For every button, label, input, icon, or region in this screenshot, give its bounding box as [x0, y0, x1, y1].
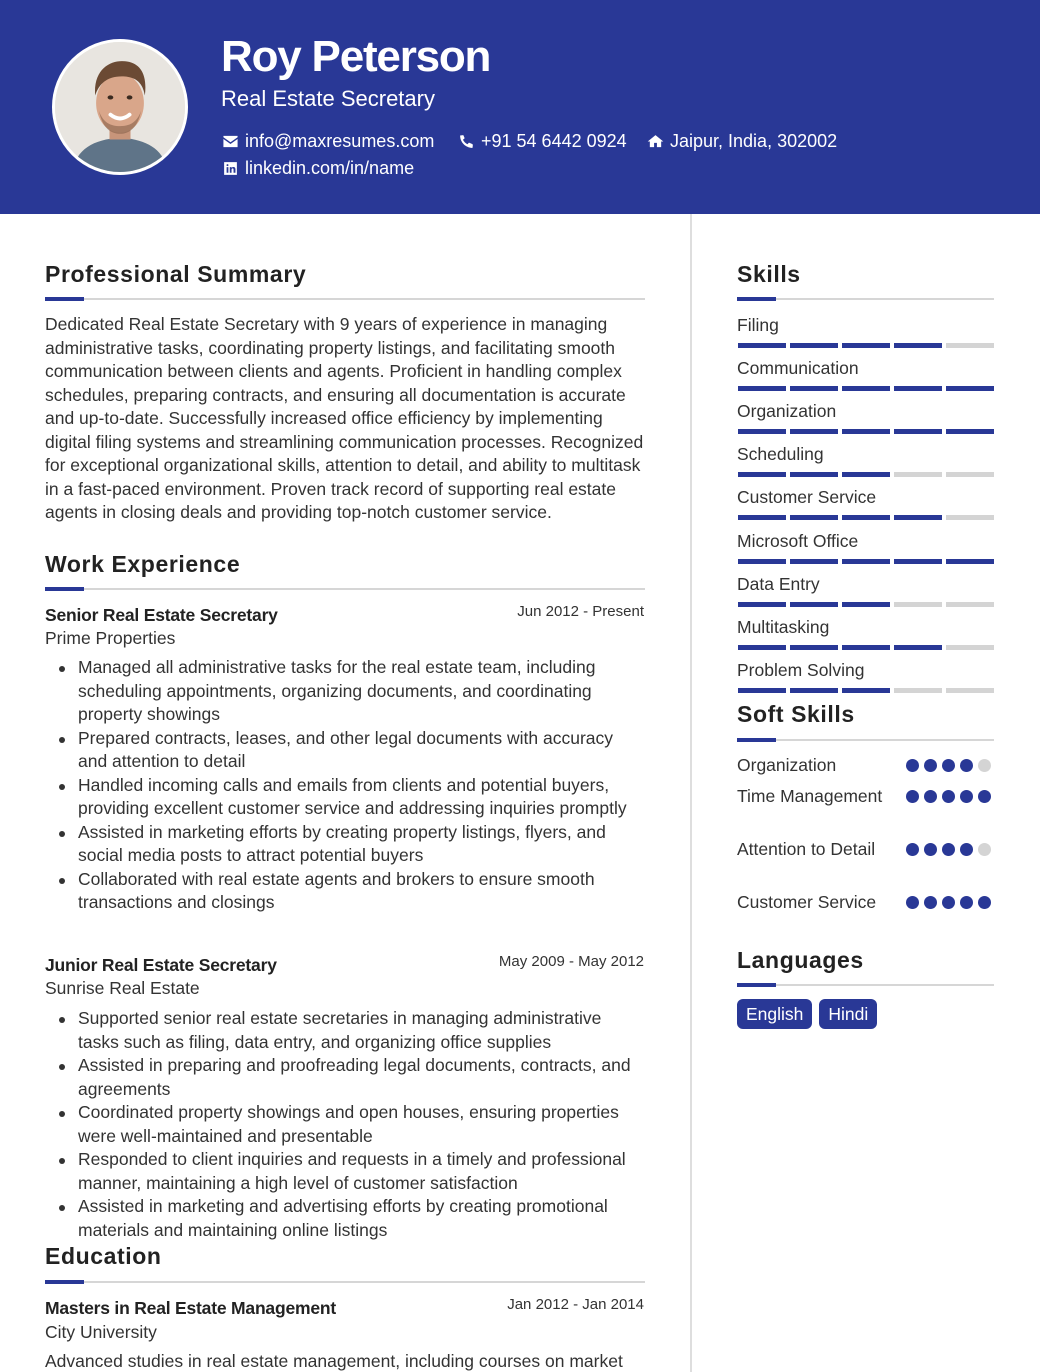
list-item: Collaborated with real estate agents and brokers to ensure smooth transactions and closings [45, 868, 645, 915]
skill-level-segment [946, 472, 994, 477]
skill-level-segment [894, 429, 942, 434]
email-text[interactable]: info@maxresumes.com [245, 131, 435, 151]
rating-dot [906, 843, 919, 856]
summary-rule [45, 298, 645, 300]
experience-rule [45, 588, 645, 590]
skill-level-segment [894, 559, 942, 564]
skill-level-segment [894, 472, 942, 477]
skill-level-segment [790, 645, 838, 650]
skill-level-segment [738, 472, 786, 477]
skills-heading: Skills [737, 261, 801, 287]
skill-name: Data Entry [737, 573, 820, 594]
skill-level-segment [790, 602, 838, 607]
list-item: Supported senior real estate secretaries in managing administrative tasks such as filing, data entry, and organizing office supplies [45, 1007, 645, 1054]
skill-level-segment [790, 386, 838, 391]
job-role: Senior Real Estate Secretary [45, 605, 278, 625]
soft-skill-rating [906, 790, 991, 803]
skill-level-segment [946, 645, 994, 650]
soft-skill-rating [906, 759, 991, 772]
skill-level-segment [894, 688, 942, 693]
skill-level-segment [790, 343, 838, 348]
skill-level-segment [946, 386, 994, 391]
rating-dot [924, 759, 937, 772]
profile-photo [52, 39, 188, 175]
education-dates: Jan 2012 - Jan 2014 [507, 1296, 644, 1313]
skill-level-segment [842, 515, 890, 520]
resume-header [0, 0, 1040, 214]
skill-level-segment [738, 559, 786, 564]
rating-dot [978, 896, 991, 909]
linkedin-contact[interactable] [221, 156, 414, 180]
skill-level-segment [738, 688, 786, 693]
skill-level-segment [790, 559, 838, 564]
skill-level-segment [894, 386, 942, 391]
skill-name: Filing [737, 315, 779, 335]
rating-dot [942, 896, 955, 909]
skill-level-segment [946, 688, 994, 693]
list-item: Assisted in marketing efforts by creating property listings, flyers, and social media posts to attract potential buyers [45, 821, 645, 868]
skill-level-segment [738, 343, 786, 348]
skill-level-segment [842, 688, 890, 693]
skill-name: Scheduling [737, 444, 824, 465]
education-heading: Education [45, 1243, 162, 1269]
rating-dot [960, 843, 973, 856]
skill-level-segment [842, 386, 890, 391]
rating-dot [960, 790, 973, 803]
job-role: Junior Real Estate Secretary [45, 955, 277, 975]
job-dates: Jun 2012 - Present [517, 603, 644, 620]
rating-dot [924, 896, 937, 909]
skill-name: Problem Solving [737, 659, 865, 680]
rating-dot [978, 843, 991, 856]
languages-rule [737, 984, 994, 986]
phone-contact[interactable] [457, 129, 627, 153]
location-text: Jaipur, India, 302002 [670, 131, 838, 151]
skill-level-segment [738, 645, 786, 650]
skill-level-bar [738, 429, 994, 434]
candidate-name: Roy Peterson [221, 32, 491, 81]
skill-level-segment [946, 559, 994, 564]
phone-text[interactable]: +91 54 6442 0924 [481, 131, 627, 151]
rating-dot [978, 790, 991, 803]
school-name: City University [45, 1322, 157, 1342]
skill-level-segment [894, 343, 942, 348]
education-rule [45, 1281, 645, 1283]
skill-level-segment [738, 429, 786, 434]
rating-dot [978, 759, 991, 772]
rating-dot [906, 896, 919, 909]
education-text: Advanced studies in real estate management, including courses on market [45, 1351, 623, 1371]
languages-list [737, 999, 877, 1029]
languages-heading: Languages [737, 947, 864, 973]
skill-level-segment [946, 343, 994, 348]
candidate-title: Real Estate Secretary [221, 86, 435, 111]
skill-name: Customer Service [737, 487, 877, 508]
skills-rule [737, 298, 994, 300]
soft-skills-rule [737, 739, 994, 741]
list-item: Handled incoming calls and emails from clients and potential buyers, providing excellent customer service and addressing inquiries promptly [45, 774, 645, 821]
soft-skills-heading: Soft Skills [737, 701, 855, 727]
list-item: Assisted in marketing and advertising efforts by creating promotional materials and maintaining online listings [45, 1195, 645, 1242]
skill-level-bar [738, 559, 994, 564]
rating-dot [942, 759, 955, 772]
phone-icon [457, 132, 475, 150]
job-bullets [45, 656, 645, 915]
job-bullets [45, 1007, 645, 1242]
rating-dot [942, 790, 955, 803]
envelope-icon [221, 132, 239, 150]
list-item: Prepared contracts, leases, and other legal documents with accuracy and attention to detail [45, 727, 645, 774]
skill-level-bar [738, 472, 994, 477]
home-icon [646, 132, 664, 150]
skill-level-segment [790, 515, 838, 520]
skill-level-segment [894, 515, 942, 520]
soft-skill-name: Customer Service [737, 892, 877, 912]
skill-level-segment [842, 343, 890, 348]
degree-name: Masters in Real Estate Management [45, 1298, 337, 1318]
rating-dot [942, 843, 955, 856]
skill-level-segment [790, 472, 838, 477]
linkedin-icon [221, 159, 239, 177]
skill-level-segment [842, 429, 890, 434]
list-item: Coordinated property showings and open houses, ensuring properties were well-maintained and presentable [45, 1101, 645, 1148]
skill-level-segment [738, 386, 786, 391]
rating-dot [924, 843, 937, 856]
language-badge: English [737, 999, 812, 1029]
skill-name: Multitasking [737, 616, 830, 637]
rating-dot [960, 896, 973, 909]
skill-level-segment [738, 602, 786, 607]
skill-level-segment [790, 429, 838, 434]
rating-dot [924, 790, 937, 803]
skill-level-segment [894, 602, 942, 607]
location-contact [646, 129, 837, 153]
list-item: Managed all administrative tasks for the real estate team, including scheduling appointments, organizing documents, and coordinating property showings [45, 656, 645, 727]
soft-skill-name: Time Management [737, 786, 883, 806]
list-item: Assisted in preparing and proofreading legal documents, contracts, and agreements [45, 1054, 645, 1101]
summary-heading: Professional Summary [45, 261, 307, 287]
skill-level-segment [738, 515, 786, 520]
rating-dot [906, 759, 919, 772]
skill-level-segment [842, 472, 890, 477]
skill-level-bar [738, 645, 994, 650]
skill-level-segment [842, 559, 890, 564]
rating-dot [906, 790, 919, 803]
skill-level-segment [790, 688, 838, 693]
skill-level-bar [738, 515, 994, 520]
soft-skill-rating [906, 896, 991, 909]
rating-dot [960, 759, 973, 772]
summary-text: Dedicated Real Estate Secretary with 9 years of experience in managing administrative tasks, coordinating property listings, and facilitating smooth communication between clients and agents. Proficient in handling complex schedules, preparing contracts, and ensuring all documentation is accurate and up-to-date. Successfully increased office efficiency by implementing digital filing systems and streamlining communication processes. Recognized for exceptional organizational skills, attention to detail, and ability to multitask in a fast-paced environment. Proven track record of supporting real estate agents in closing deals and providing top-notch customer service. [45, 314, 644, 522]
skill-name: Organization [737, 401, 837, 422]
skill-level-bar [738, 386, 994, 391]
skill-level-bar [738, 343, 994, 348]
skill-level-bar [738, 602, 994, 607]
email-contact[interactable] [221, 129, 434, 153]
skill-name: Communication [737, 358, 859, 379]
column-divider [690, 214, 692, 1372]
experience-heading: Work Experience [45, 551, 241, 577]
skill-level-segment [894, 645, 942, 650]
linkedin-text[interactable]: linkedin.com/in/name [245, 158, 415, 178]
skill-level-segment [946, 602, 994, 607]
skill-level-segment [946, 429, 994, 434]
skill-level-segment [842, 645, 890, 650]
skill-level-segment [842, 602, 890, 607]
soft-skill-name: Attention to Detail [737, 839, 876, 859]
soft-skill-rating [906, 843, 991, 856]
job-company: Sunrise Real Estate [45, 978, 200, 998]
skill-level-segment [946, 515, 994, 520]
language-badge: Hindi [819, 999, 877, 1029]
skill-level-bar [738, 688, 994, 693]
job-company: Prime Properties [45, 628, 176, 648]
skill-name: Microsoft Office [737, 530, 859, 551]
soft-skill-name: Organization [737, 755, 837, 775]
list-item: Responded to client inquiries and requests in a timely and professional manner, maintaining a high level of customer satisfaction [45, 1148, 645, 1195]
job-dates: May 2009 - May 2012 [498, 953, 644, 970]
